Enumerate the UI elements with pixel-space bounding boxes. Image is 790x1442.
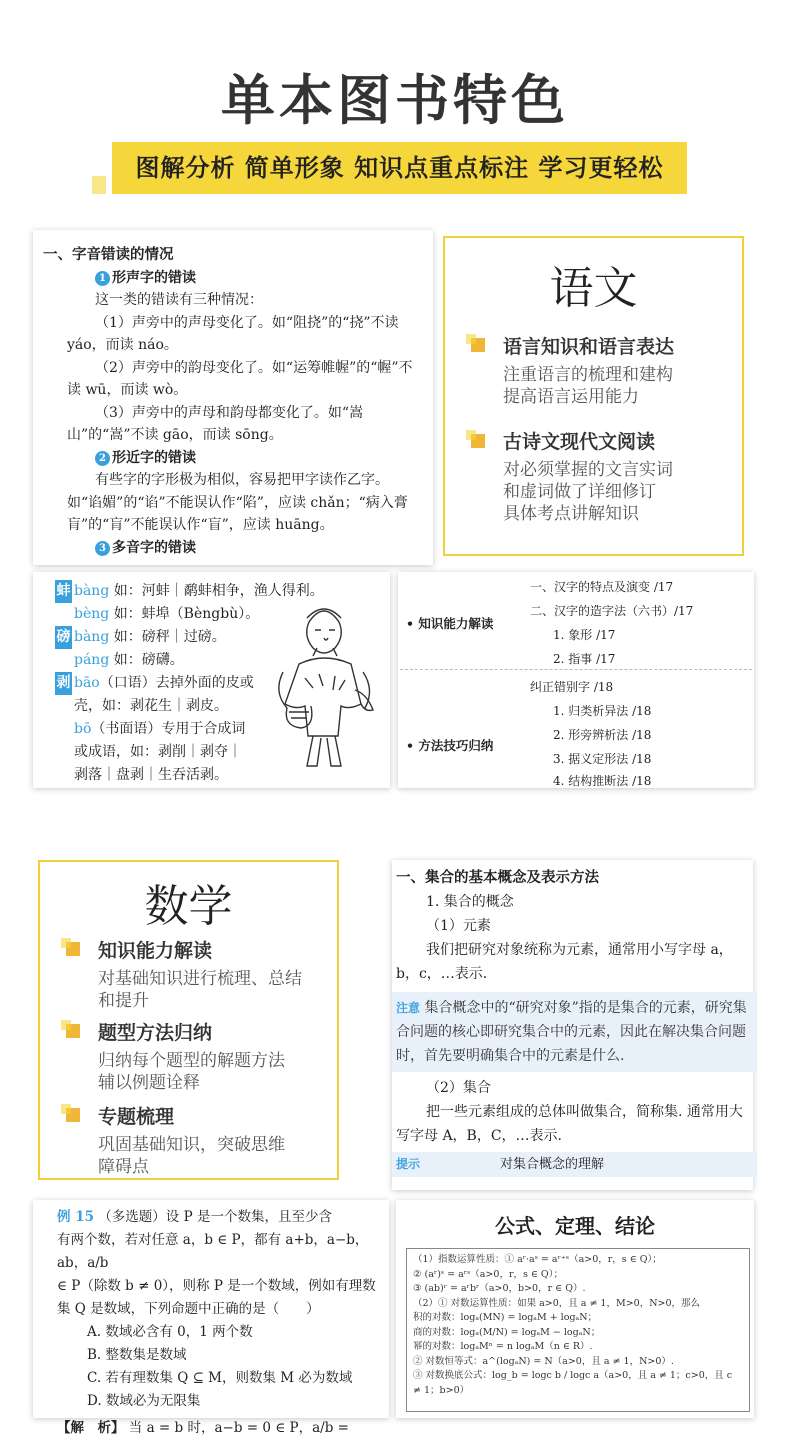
math-example-excerpt <box>33 1200 389 1436</box>
doc-subheading: （2）集合 <box>426 1080 491 1096</box>
number-badge-icon: 3 <box>95 541 110 556</box>
doc-heading: 一、字音错读的情况 <box>43 246 174 263</box>
feature-desc: 提高语言运用能力 <box>503 387 639 407</box>
pinyin: bàng <box>74 629 110 645</box>
bullet-square-icon <box>66 1024 80 1038</box>
bullet-square-icon <box>471 434 485 448</box>
feature-desc: 归纳每个题型的解题方法 <box>98 1051 285 1071</box>
bullet-square-icon <box>471 338 485 352</box>
feature-title: 知识能力解读 <box>98 940 213 962</box>
example-text: （多选题）设 P 是一个数集，且至少含 <box>98 1209 332 1225</box>
note-label: 注意 <box>396 1001 421 1015</box>
dict-text: 壳，如：剥花生｜剥皮。 <box>74 698 228 714</box>
example-option-a: A. 数域必含有 0，1 两个数 <box>87 1324 253 1340</box>
solution-text: 当 a = b 时，a−b = 0 ∈ P，a/b = <box>128 1420 349 1436</box>
pinyin: páng <box>74 652 110 668</box>
feature-title: 专题梳理 <box>98 1106 175 1128</box>
feature-title: 语言知识和语言表达 <box>503 336 675 358</box>
toc-item: 一、汉字的特点及演变 /17 <box>530 580 674 594</box>
toc-item: 4. 结构推断法 /18 <box>553 774 652 788</box>
feature-desc: 和提升 <box>98 991 149 1011</box>
dict-text: 如：磅秤｜过磅。 <box>113 629 226 645</box>
formula-title: 公式、定理、结论 <box>495 1214 655 1238</box>
bullet-square-icon <box>66 1108 80 1122</box>
dict-text: （口语）去掉外面的皮或 <box>99 675 254 691</box>
feature-title: 题型方法归纳 <box>98 1022 213 1044</box>
feature-desc: 具体考点讲解知识 <box>503 504 639 524</box>
formula-line: （1）指数运算性质：① aʳ·aˢ = aʳ⁺ˢ（a>0，r，s ∈ Q）； <box>413 1254 662 1265</box>
page-title: 单本图书特色 <box>221 69 569 132</box>
formula-line: ② 对数恒等式：a^(logₐN) = N（a>0，且 a ≠ 1，N>0）. <box>413 1355 674 1367</box>
dict-char: 剥 <box>55 672 72 695</box>
doc-subheading: 1. 集合的概念 <box>426 894 514 910</box>
example-option-c: C. 若有理数集 Q ⊆ M，则数集 M 必为数域 <box>87 1370 353 1386</box>
feature-desc: 对基础知识进行梳理、总结 <box>98 969 302 989</box>
banner-corner-decoration <box>92 176 106 194</box>
toc-category: • 方法技巧归纳 <box>406 738 494 753</box>
toc-item: 2. 指事 /17 <box>553 652 616 666</box>
doc-heading: 一、集合的基本概念及表示方法 <box>396 869 599 886</box>
feature-desc: 辅以例题诠释 <box>98 1073 200 1093</box>
formula-line: ③ 对数换底公式：log_b = logc b / logc a（a>0，且 a ≠ 1；c>0，且 c ≠ 1；b>0） <box>413 1370 733 1396</box>
formula-line: 积的对数：logₐ(MN) = logₐM + logₐN； <box>413 1312 598 1323</box>
formula-box <box>406 1248 750 1412</box>
bullet-square-icon <box>66 942 80 956</box>
toc-item: 1. 归类析异法 /18 <box>553 704 652 718</box>
formula-line: 商的对数：logₐ(M/N) = logₐM − logₐN； <box>413 1326 601 1338</box>
doc-subsection-1 <box>67 267 417 290</box>
dict-text: 如：河蚌｜鹬蚌相争，渔人得利。 <box>113 583 324 599</box>
subsection-title: 形近字的错读 <box>112 449 196 466</box>
shuxue-feature-panel <box>38 860 339 1180</box>
yuwen-doc-excerpt <box>33 230 433 565</box>
doc-paragraph: （2）声旁中的韵母变化了。如“运筹帷幄”的“幄”不读 wū，而读 wò。 <box>67 359 413 398</box>
pinyin: bèng <box>74 606 110 622</box>
scholar-figure-illustration <box>269 594 379 774</box>
toc-item: 3. 据义定形法 /18 <box>553 752 652 766</box>
doc-subsection-2 <box>67 447 417 470</box>
example-option-d: D. 数域必为无限集 <box>87 1393 201 1409</box>
subsection-title: 形声字的错读 <box>112 269 196 286</box>
toc-item: 纠正错别字 /18 <box>530 680 614 694</box>
doc-paragraph: 我们把研究对象统称为元素，通常用小写字母 a，b，c，…表示. <box>396 942 733 982</box>
tip-label: 提示 <box>396 1157 421 1171</box>
doc-paragraph: 这一类的错读有三种情况： <box>95 292 263 308</box>
panel-title <box>445 252 742 316</box>
dict-char: 磅 <box>55 626 72 649</box>
dict-text: 或成语，如：剥削｜剥夺｜ <box>74 744 242 760</box>
feature-desc: 对必须掌握的文言实词 <box>503 460 673 480</box>
feature-banner: 图解分析 简单形象 知识点重点标注 学习更轻松 <box>112 142 687 194</box>
subsection-title: 多音字的错读 <box>112 539 196 556</box>
pinyin: bō <box>74 721 92 737</box>
formula-line: ③ (ab)ʳ = aʳbʳ（a>0，b>0，r ∈ Q）. <box>413 1283 586 1294</box>
feature-desc: 注重语言的梳理和建构 <box>503 365 673 385</box>
dict-text: 如：蚌埠（Bèngbù）。 <box>113 606 260 622</box>
example-option-b: B. 整数集是数域 <box>87 1347 187 1363</box>
dictionary-excerpt <box>33 572 390 788</box>
doc-subsection-3 <box>67 537 417 560</box>
formula-line: 幂的对数：logₐMⁿ = n logₐM（n ∈ R）. <box>413 1341 593 1352</box>
formula-line: （2）① 对数运算性质：如果 a>0，且 a ≠ 1，M>0，N>0，那么 <box>413 1297 701 1309</box>
math-doc-excerpt <box>392 860 753 1190</box>
example-line: 有两个数，若对任意 a，b ∈ P，都有 a+b，a−b，ab，a/b <box>57 1232 369 1271</box>
note-text: 集合概念中的“研究对象”指的是集合的元素，研究集合问题的核心即研究集合中的元素，因此在解决集合问题时，首先要明确集合中的元素是什么. <box>396 1000 747 1064</box>
formula-line: ② (aʳ)ˢ = aʳˢ（a>0，r，s ∈ Q）； <box>413 1268 563 1280</box>
dict-char: 蚌 <box>55 580 72 603</box>
example-label: 例 15 <box>57 1209 94 1225</box>
example-line: 集 Q 是数域，下列命题中正确的是（ ） <box>57 1301 320 1317</box>
doc-paragraph: （3）声旁中的声母和韵母都变化了。如“嵩山”的“嵩”不读 gāo，而读 sōng。 <box>67 404 364 443</box>
doc-paragraph: 有些字的字形极为相似，容易把甲字读作乙字。如“谄媚”的“谄”不能误认作“陷”，应读 chǎn；“病入膏肓”的“肓”不能误认作“盲”，应读 huāng。 <box>67 472 408 533</box>
number-badge-icon: 1 <box>95 271 110 286</box>
tip-block <box>392 1152 757 1177</box>
table-of-contents-excerpt <box>398 572 754 788</box>
panel-title-text: 语文 <box>544 252 644 316</box>
pinyin: bàng <box>74 583 110 599</box>
note-block <box>392 992 757 1072</box>
solution-label: 【解 析】 <box>57 1420 125 1436</box>
toc-divider <box>400 669 752 670</box>
solution-line <box>57 1417 379 1440</box>
doc-paragraph: （1）声旁中的声母变化了。如“阻挠”的“挠”不读 yáo，而读 náo。 <box>67 314 399 353</box>
doc-paragraph: 把一些元素组成的总体叫做集合，简称集. 通常用大写字母 A，B，C，…表示. <box>396 1104 743 1144</box>
feature-desc: 和虚词做了详细修订 <box>503 482 656 502</box>
feature-title: 古诗文现代文阅读 <box>503 431 656 453</box>
dict-text: 剥落｜盘剥｜生吞活剥。 <box>74 767 228 783</box>
number-badge-icon: 2 <box>95 451 110 466</box>
panel-title <box>40 870 337 934</box>
formula-excerpt <box>396 1200 754 1418</box>
example-line <box>57 1206 379 1229</box>
toc-category: • 知识能力解读 <box>406 616 494 631</box>
toc-item: 二、汉字的造字法（六书）/17 <box>530 604 694 618</box>
dict-text: 如：磅礴。 <box>113 652 184 668</box>
pinyin: bāo <box>74 675 100 691</box>
feature-desc: 障碍点 <box>98 1157 149 1177</box>
dict-text: （书面语）专用于合成词 <box>91 721 246 737</box>
toc-item: 1. 象形 /17 <box>553 628 616 642</box>
example-line: ∈ P（除数 b ≠ 0），则称 P 是一个数域，例如有理数 <box>57 1278 376 1294</box>
doc-subheading: （1）元素 <box>426 918 491 934</box>
tip-text: 对集合概念的理解 <box>500 1157 605 1172</box>
yuwen-feature-panel <box>443 236 744 556</box>
feature-desc: 巩固基础知识，突破思维 <box>98 1135 285 1155</box>
panel-title-text: 数学 <box>139 870 239 934</box>
toc-item: 2. 形旁辨析法 /18 <box>553 728 652 742</box>
